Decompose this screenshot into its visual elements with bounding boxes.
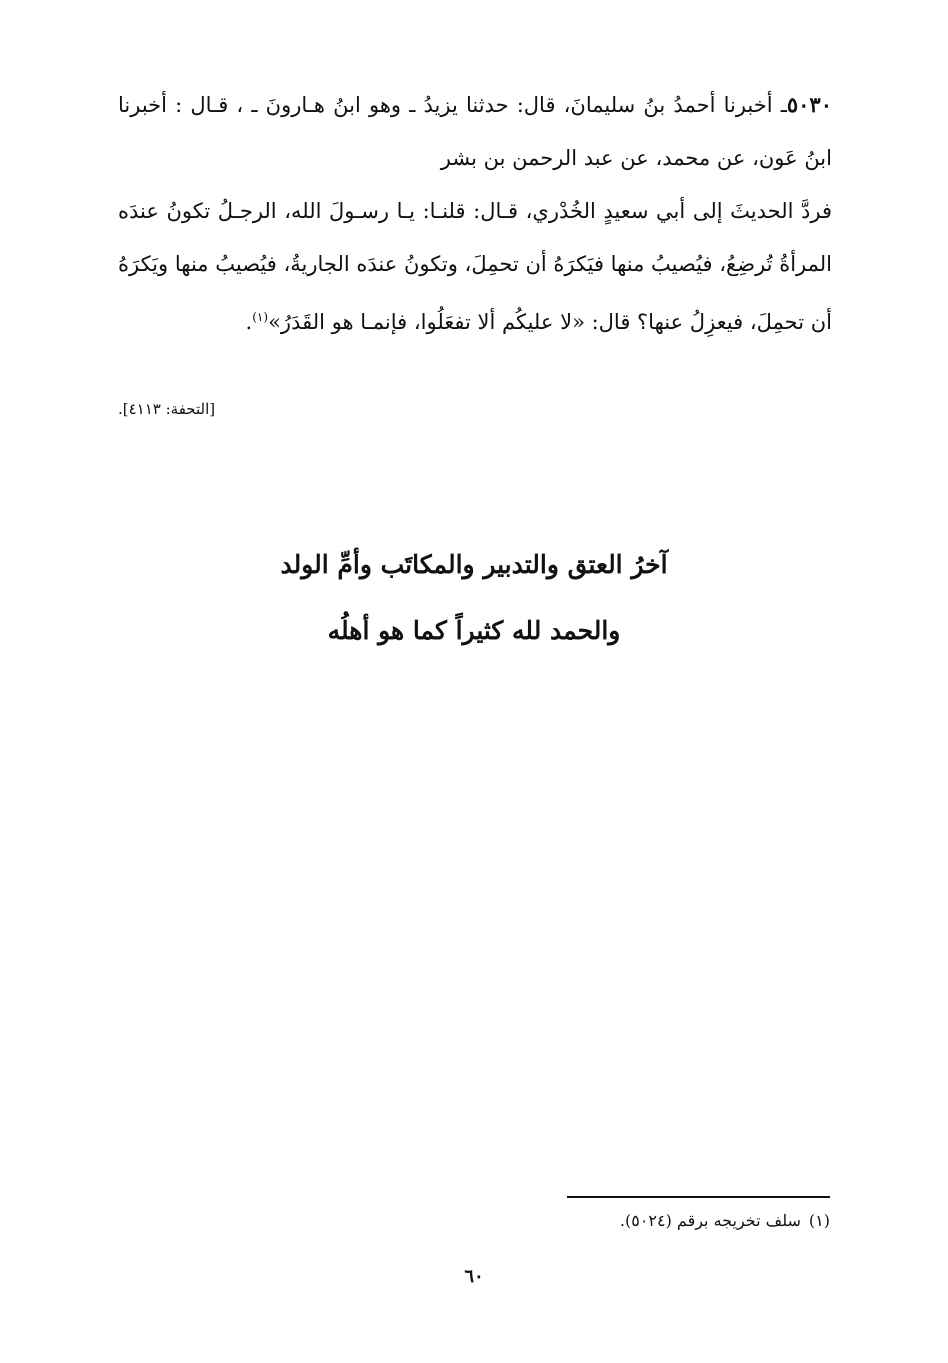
footnote-mark: (١) xyxy=(808,1211,830,1230)
tuhfa-reference: [التحفة: ٤١١٣]. xyxy=(118,400,216,418)
footnote-divider xyxy=(567,1196,830,1198)
closing-line-2: والحمد لله كثيراً كما هو أهلُه xyxy=(327,616,621,645)
footnote-reference: (١) xyxy=(252,310,269,324)
hadith-matn xyxy=(118,185,832,349)
page-number: ٦٠ xyxy=(464,1266,484,1287)
footnote xyxy=(300,1206,830,1236)
matn-end: . xyxy=(245,310,253,334)
isnad-line-2: أخبرنا ابنُ عَون، عن محمد، عن عبد الرحمن بن بشر xyxy=(118,93,832,170)
hadith-number: ٥٠٣٠ xyxy=(786,92,832,117)
hadith-isnad xyxy=(118,78,832,185)
hadith-block xyxy=(118,78,832,349)
footnote-text: سلف تخريجه برقم (٥٠٢٤). xyxy=(619,1211,801,1230)
matn-text: فردَّ الحديثَ إلى أبي سعيدٍ الخُدْري، قـال: قلنـا: يـا رسـولَ الله، الرجـلُ تكونُ عندَه المرأةُ تُرضِعُ، فيُصيبُ منها فيَكرَهُ أن تحمِلَ، وتكونُ عندَه الجاريةُ، فيُصيبُ منها ويَكرَهُ أن تحمِلَ، فيعزِلُ عنها؟ قال: «لا عليكُم ألا تفعَلُوا، فإنمـا هو القَدَرُ» xyxy=(118,199,832,334)
closing-line-1: آخرُ العتق والتدبير والمكاتَب وأمِّ الولد xyxy=(280,550,668,579)
isnad-line-1: ـ أخبرنا أحمدُ بنُ سليمانَ، قال: حدثنا يزيدُ ـ وهو ابنُ هـارونَ ـ ، قـال : xyxy=(175,93,787,117)
